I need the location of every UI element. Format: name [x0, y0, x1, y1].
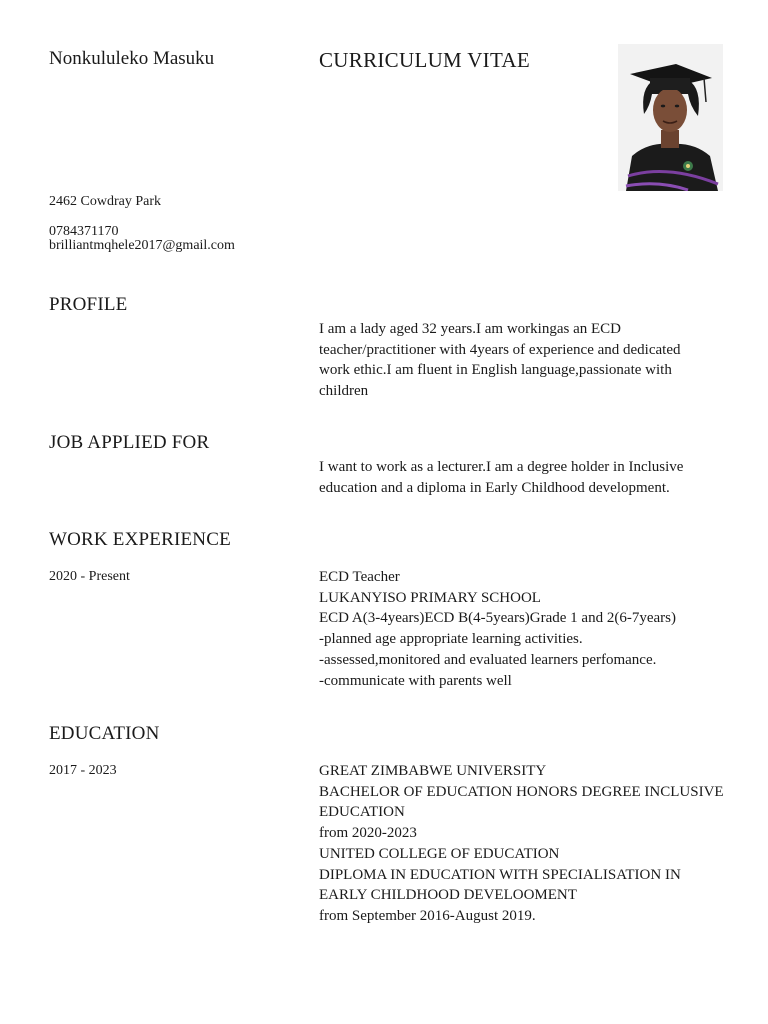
job-line: education and a diploma in Early Childhood development. — [319, 479, 670, 496]
profile-line: teacher/practitioner with 4years of experience and dedicated — [319, 341, 681, 358]
job-applied-heading: JOB APPLIED FOR — [49, 432, 210, 453]
profile-line: work ethic.I am fluent in English language,passionate with — [319, 362, 672, 379]
profile-heading: PROFILE — [49, 294, 128, 315]
profile-text — [319, 319, 729, 402]
graduate-portrait-image — [618, 44, 723, 191]
education-line: BACHELOR OF EDUCATION HONORS DEGREE INCLUSIVE — [319, 783, 724, 800]
work-date-range: 2020 - Present — [49, 569, 130, 584]
email-address: brilliantmqhele2017@gmail.com — [49, 238, 235, 253]
work-line: -planned age appropriate learning activities. — [319, 631, 583, 648]
profile-photo — [618, 44, 723, 191]
profile-line: I am a lady aged 32 years.I am workingas an ECD — [319, 321, 621, 337]
work-details — [319, 567, 729, 691]
work-line: LUKANYISO PRIMARY SCHOOL — [319, 589, 541, 606]
education-heading: EDUCATION — [49, 723, 160, 744]
education-line: from September 2016-August 2019. — [319, 907, 536, 924]
job-applied-text — [319, 457, 729, 498]
phone-number: 0784371170 — [49, 224, 119, 239]
education-date-range: 2017 - 2023 — [49, 763, 117, 778]
work-line: ECD A(3-4years)ECD B(4-5years)Grade 1 and 2(6-7years) — [319, 610, 676, 627]
education-line: GREAT ZIMBABWE UNIVERSITY — [319, 763, 547, 779]
education-details — [319, 761, 729, 927]
work-line: -communicate with parents well — [319, 672, 512, 689]
work-line: -assessed,monitored and evaluated learners perfomance. — [319, 651, 657, 668]
education-line: UNITED COLLEGE OF EDUCATION — [319, 845, 560, 862]
education-line: DIPLOMA IN EDUCATION WITH SPECIALISATION IN — [319, 866, 681, 883]
profile-line: children — [319, 383, 369, 400]
work-line: ECD Teacher — [319, 569, 400, 585]
document-title: CURRICULUM VITAE — [319, 48, 530, 72]
address: 2462 Cowdray Park — [49, 194, 161, 209]
work-experience-heading: WORK EXPERIENCE — [49, 529, 231, 550]
job-line: I want to work as a lecturer.I am a degree holder in Inclusive — [319, 459, 684, 475]
candidate-name: Nonkululeko Masuku — [49, 48, 215, 69]
education-line: EARLY CHILDHOOD DEVELOOMENT — [319, 887, 577, 904]
education-line: EDUCATION — [319, 804, 405, 821]
education-line: from 2020-2023 — [319, 825, 417, 842]
